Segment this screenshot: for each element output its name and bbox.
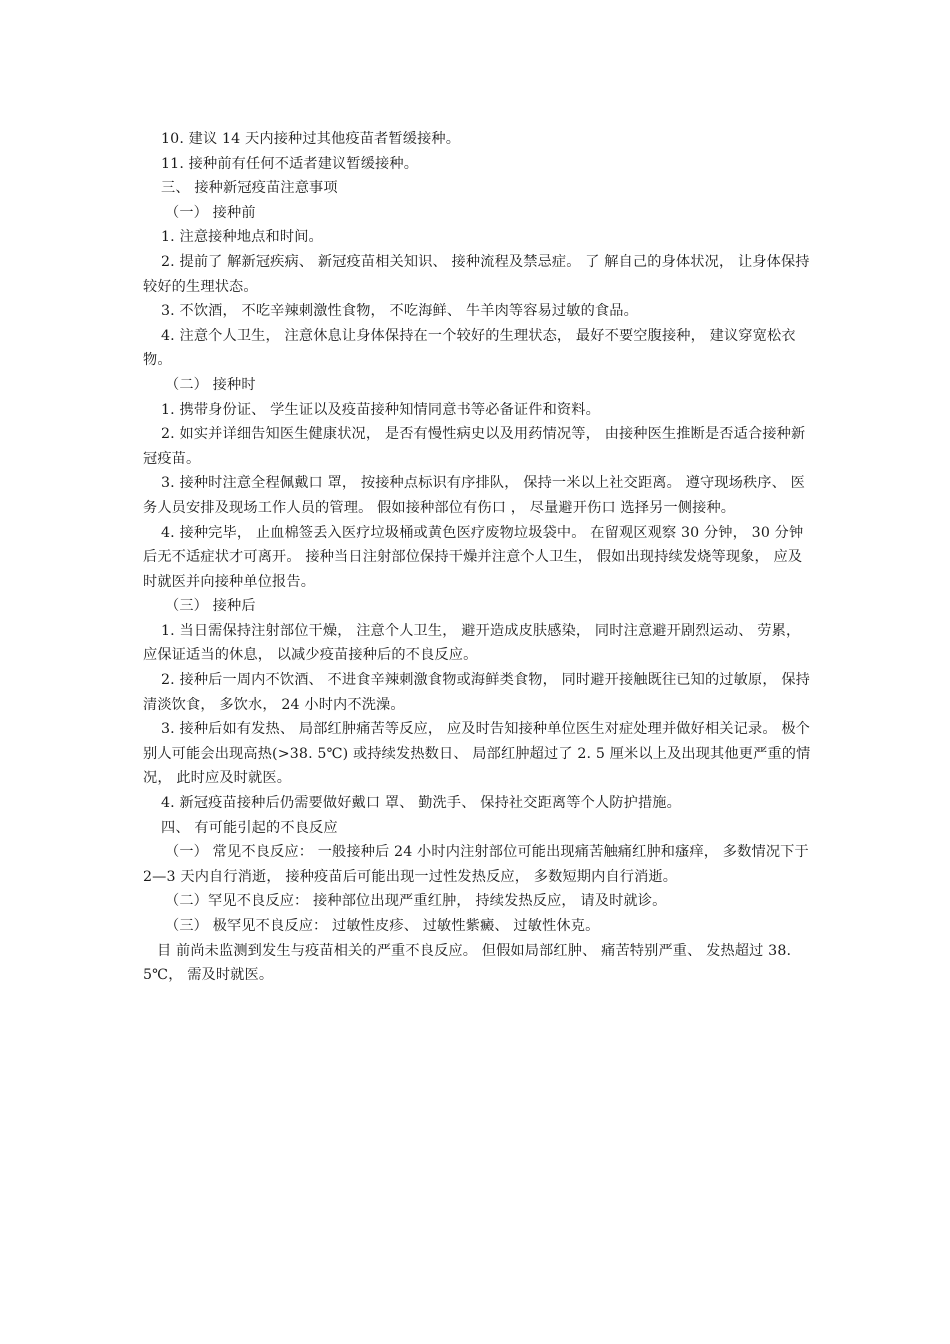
subsection-heading-before: （一） 接种前 <box>165 204 256 221</box>
section-heading-3: 三、 接种新冠疫苗注意事项 <box>161 180 338 197</box>
paragraph-after-3: 3. 接种后如有发热、 局部红肿痛苦等反应， 应及时告知接种单位医生对症处理并做好相关记录。 极个别人可能会出现高热(>38. 5℃) 或持续发热数日、 局部红肿超过了 2. 5 厘米以上及出现其他更严重的情况， 此时应及时就医。 <box>143 721 811 787</box>
paragraph-item-10: 10. 建议 14 天内接种过其他疫苗者暂缓接种。 <box>161 131 461 147</box>
paragraph-very-rare-reactions: （三） 极罕见不良反应： 过敏性皮疹、 过敏性紫癜、 过敏性休克。 <box>165 918 600 934</box>
paragraph-conclusion: 目 前尚未监测到发生与疫苗相关的严重不良反应。 但假如局部红肿、 痛苦特别严重、 发热超过 38. 5℃， 需及时就医。 <box>143 942 792 984</box>
subsection-heading-during: （二） 接种时 <box>165 376 256 393</box>
paragraph-after-2: 2. 接种后一周内不饮酒、 不进食辛辣刺激食物或海鲜类食物， 同时避开接触既往已知的过敏原， 保持清淡饮食， 多饮水， 24 小时内不洗澡。 <box>143 672 810 713</box>
paragraph-during-3: 3. 接种时注意全程佩戴口 罩， 按接种点标识有序排队， 保持一米以上社交距离。 遵守现场秩序、 医务人员安排及现场工作人员的管理。 假如接种部位有伤口 ， 尽量避开伤口 选择另一侧接种。 <box>143 475 805 516</box>
paragraph-common-reactions: （一） 常见不良反应： 一般接种后 24 小时内注射部位可能出现痛苦触痛红肿和瘙痒， 多数情况下于 2—3 天内自行消逝， 接种疫苗后可能出现一过性发热反应， 多数短期内自行消逝。 <box>143 844 809 885</box>
subsection-heading-after: （三） 接种后 <box>165 598 256 615</box>
paragraph-before-1: 1. 注意接种地点和时间。 <box>161 229 323 246</box>
paragraph-before-2: 2. 提前了 解新冠疾病、 新冠疫苗相关知识、 接种流程及禁忌症。 了 解自己的身体状况， 让身体保持较好的生理状态。 <box>143 253 810 295</box>
paragraph-during-2: 2. 如实并详细告知医生健康状况， 是否有慢性病史以及用药情况等， 由接种医生推断是否适合接种新冠疫苗。 <box>143 426 806 467</box>
paragraph-during-1: 1. 携带身份证、 学生证以及疫苗接种知情同意书等必备证件和资料。 <box>161 401 600 418</box>
paragraph-rare-reactions: （二）罕见不良反应： 接种部位出现严重红肿， 持续发热反应， 请及时就诊。 <box>165 893 667 910</box>
paragraph-before-4: 4. 注意个人卫生， 注意休息让身体保持在一个较好的生理状态， 最好不要空腹接种， 建议穿宽松衣物。 <box>143 327 796 369</box>
paragraph-item-11: 11. 接种前有任何不适者建议暂缓接种。 <box>161 155 419 172</box>
paragraph-during-4: 4. 接种完毕， 止血棉签丢入医疗垃圾桶或黄色医疗废物垃圾袋中。 在留观区观察 30 分钟， 30 分钟后无不适症状才可离开。 接种当日注射部位保持干燥并注意个人卫生， 假如出现持续发烧等现象， 应及时就医并向接种单位报告。 <box>143 524 804 590</box>
paragraph-before-3: 3. 不饮酒， 不吃辛辣刺激性食物， 不吃海鲜、 牛羊肉等容易过敏的食品。 <box>161 303 638 320</box>
section-heading-4: 四、 有可能引起的不良反应 <box>161 819 338 836</box>
document-body <box>143 127 813 988</box>
paragraph-after-1: 1. 当日需保持注射部位干燥， 注意个人卫生， 避开造成皮肤感染， 同时注意避开剧烈运动、 劳累， 应保证适当的休息， 以减少疫苗接种后的不良反应。 <box>143 622 801 664</box>
paragraph-after-4: 4. 新冠疫苗接种后仍需要做好戴口 罩、 勤洗手、 保持社交距离等个人防护措施。 <box>161 795 681 812</box>
